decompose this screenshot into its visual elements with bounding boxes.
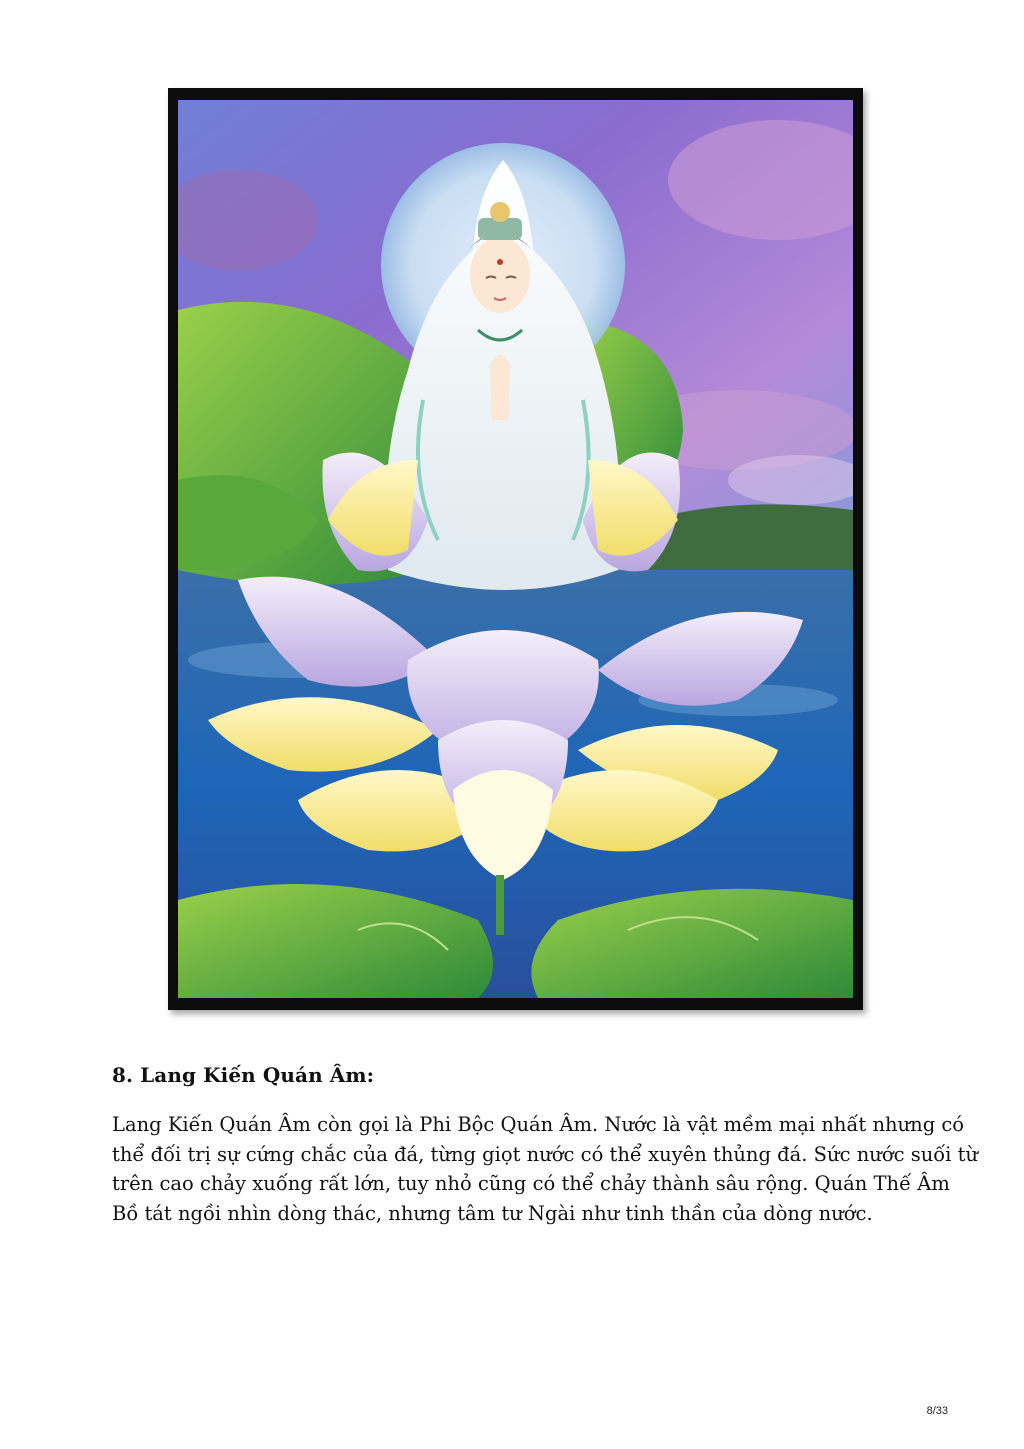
paragraph-line: Lang Kiến Quán Âm còn gọi là Phi Bộc Quán Âm. Nước là vật mềm mại nhất nhưng có <box>112 1113 965 1136</box>
quan-am-lotus-illustration <box>178 100 853 998</box>
paragraph-line: trên cao chảy xuống rất lớn, tuy nhỏ cũng có thể chảy thành sâu rộng. Quán Thế Âm <box>112 1172 950 1196</box>
paragraph-line: Bồ tát ngồi nhìn dòng thác, nhưng tâm tư Ngài như tinh thần của dòng nước. <box>112 1202 873 1226</box>
section-heading: 8. Lang Kiến Quán Âm: <box>112 1063 375 1087</box>
section-paragraph <box>112 1110 979 1229</box>
page-number: 8/33 <box>926 1405 948 1417</box>
picture-frame <box>168 88 863 1010</box>
paragraph-line: thể đối trị sự cứng chắc của đá, từng giọt nước có thể xuyên thủng đá. Sức nước suối từ <box>112 1142 979 1166</box>
